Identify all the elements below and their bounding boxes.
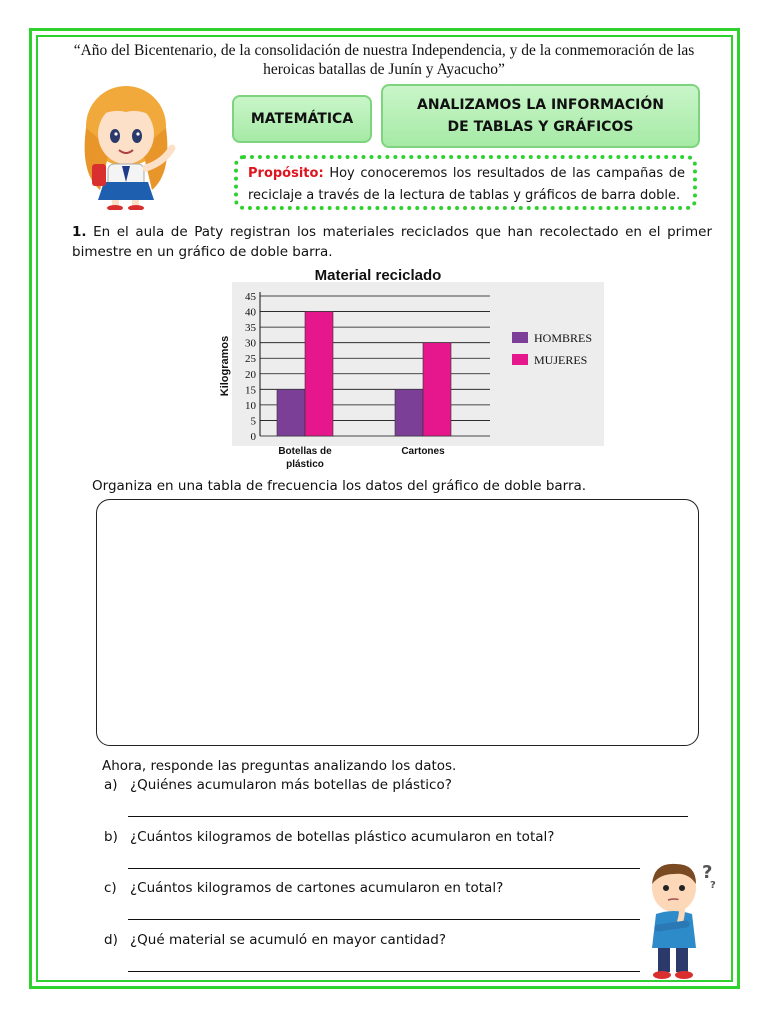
question-1-number: 1.: [72, 224, 87, 240]
question-d-text: ¿Qué material se acumuló en mayor cantidad?: [130, 932, 447, 948]
answer-line-d[interactable]: [128, 971, 640, 972]
title-line-1: ANALIZAMOS LA INFORMACIÓN: [417, 97, 664, 113]
bar-mujeres-1: [305, 312, 333, 436]
x-category-label: Botellas de: [278, 446, 332, 457]
question-c-text: ¿Cuántos kilogramos de cartones acumularon en total?: [130, 880, 504, 896]
frequency-table-answer-box[interactable]: [96, 499, 699, 746]
y-tick-label: 25: [245, 353, 256, 366]
header-quote: “Año del Bicentenario, de la consolidación de nuestra Independencia, y de la conmemoración de las heroicas batallas de Junín y Ayacucho”: [73, 42, 695, 78]
question-b-text: ¿Cuántos kilogramos de botellas plástico acumularon en total?: [130, 829, 555, 845]
legend-swatch-mujeres: [512, 354, 528, 365]
legend-label-hombres: HOMBRES: [534, 331, 593, 345]
y-tick-label: 5: [250, 415, 256, 428]
chart-title: Material reciclado: [314, 267, 442, 284]
purpose-text: Hoy conoceremos los resultados de las campañas de reciclaje a través de la lectura de tablas y gráficos de barra doble.: [248, 166, 686, 203]
svg-text:?: ?: [702, 862, 713, 883]
bar-hombres-1: [277, 389, 305, 436]
legend-label-mujeres: MUJERES: [534, 353, 588, 367]
question-1-text: En el aula de Paty registran los materiales reciclados que han recolectado en el primer bimestre en un gráfico de doble barra.: [72, 224, 712, 260]
answer-line-a[interactable]: [128, 816, 688, 817]
questions-instruction: Ahora, responde las preguntas analizando los datos.: [102, 758, 457, 774]
question-a-text: ¿Quiénes acumularon más botellas de plástico?: [130, 777, 452, 793]
y-tick-label: 20: [245, 368, 256, 381]
y-axis-label: Kilogramos: [219, 335, 231, 397]
y-tick-label: 0: [250, 431, 256, 443]
bar-mujeres-2: [423, 343, 451, 436]
subject-label: MATEMÁTICA: [250, 111, 354, 127]
subject-badge: [232, 95, 372, 143]
purpose-label: Propósito:: [248, 166, 324, 181]
question-d: [104, 932, 446, 948]
question-c: [104, 880, 503, 896]
y-tick-label: 10: [245, 399, 256, 412]
answer-line-b[interactable]: [128, 868, 640, 869]
question-a-letter: a): [104, 777, 118, 793]
question-b-letter: b): [104, 829, 118, 845]
question-a: [104, 777, 452, 793]
table-instruction: Organiza en una tabla de frecuencia los datos del gráfico de doble barra.: [92, 478, 587, 494]
question-1: [72, 222, 712, 262]
title-badge: [381, 84, 700, 148]
y-tick-label: 35: [245, 322, 256, 335]
bar-chart: [218, 262, 618, 474]
x-category-label: Cartones: [401, 446, 445, 457]
legend-swatch-hombres: [512, 332, 528, 343]
girl-illustration: [60, 78, 195, 210]
y-tick-label: 30: [245, 337, 256, 350]
answer-line-c[interactable]: [128, 919, 640, 920]
y-tick-label: 45: [245, 291, 256, 303]
title-line-2: DE TABLAS Y GRÁFICOS: [447, 119, 634, 135]
bar-hombres-2: [395, 389, 423, 436]
question-b: [104, 829, 554, 845]
purpose-box: [234, 155, 697, 210]
y-tick-label: 40: [245, 306, 256, 319]
thinking-boy-illustration: [640, 858, 720, 982]
svg-text:?: ?: [710, 880, 716, 891]
x-category-label: plástico: [286, 459, 324, 470]
question-d-letter: d): [104, 932, 118, 948]
question-c-letter: c): [104, 880, 117, 896]
y-tick-label: 15: [245, 384, 256, 397]
